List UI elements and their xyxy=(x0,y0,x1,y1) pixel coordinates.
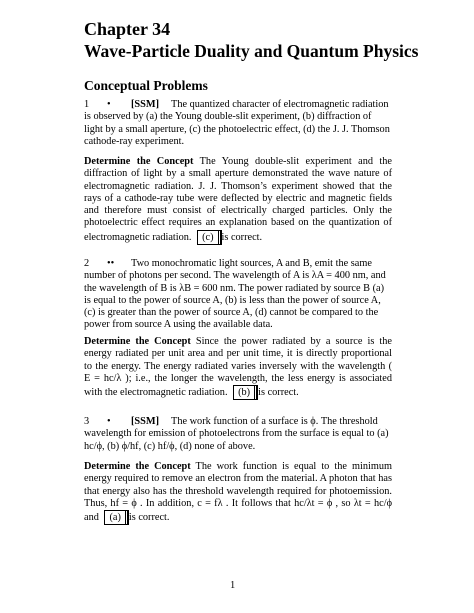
ssm-tag: [SSM] xyxy=(131,99,160,110)
difficulty-bullet: • xyxy=(107,99,111,110)
concept-text: The Young double-slit experiment and the diffraction of light by a small aperture demonstrated the wave nature of electromagnetic radiation. J. J. Thomson’s experiment showed that the rays of a cathode-ray tube were deflected by electric and magnetic fields and therefore must consist of electrically charged particles. Only the photoelectric effect requires an explanation based on the quantization of electromagnetic radiation. xyxy=(84,156,392,243)
concept-text: Since the power radiated by a source is the energy radiated per unit area and per unit time, it is directly proportional to the energy. The energy radiated varies inversely with the wavelength ( E = hc/λ ); i.e., the longer the wavelength, the less energy is associated with the electromagnetic radiation. xyxy=(84,336,392,399)
page-number: 1 xyxy=(230,580,236,591)
concept-label: Determine the Concept xyxy=(84,461,191,472)
question-text: The quantized character of electromagnetic radiation is observed by (a) the Young double-slit experiment, (b) diffraction of light by a small aperture, (c) the photoelectric effect, (d) the J. J. Thomson cathode-ray experiment. xyxy=(84,99,390,147)
chapter-title: Wave-Particle Duality and Quantum Physics xyxy=(84,41,419,61)
answer-suffix: is correct. xyxy=(258,387,299,399)
concept-text: The work function is equal to the minimum energy required to remove an electron from the material. A photon that has that energy also has the threshold wavelength required for photoemission. Thus, hf = ϕ . In addition, c = fλ . It follows that hc/λt = ϕ , so λt = hc/ϕ and xyxy=(84,461,393,524)
problem-1-solution xyxy=(84,156,392,245)
problem-2-question xyxy=(84,258,392,332)
answer-box: (a) xyxy=(104,510,125,525)
problem-number: 2 xyxy=(84,258,90,269)
problem-number: 3 xyxy=(84,416,90,427)
ssm-tag: [SSM] xyxy=(131,416,160,427)
problem-2-solution xyxy=(84,336,392,400)
answer-suffix: is correct. xyxy=(221,231,263,243)
problem-number: 1 xyxy=(84,99,90,110)
chapter-heading: Chapter 34 xyxy=(84,19,171,39)
difficulty-bullet: • xyxy=(107,416,111,427)
answer-box: (c) xyxy=(197,230,218,245)
concept-label: Determine the Concept xyxy=(84,156,194,167)
problem-3-solution xyxy=(84,461,392,525)
problem-3-question xyxy=(84,416,392,453)
question-text: Two monochromatic light sources, A and B, emit the same number of photons per second. The wavelength of A is λA = 400 nm, and the wavelength of B is λB = 600 nm. The power radiated by source B (a) is equal to the power of source A, (b) is less than the power of source A, (c) is greater than the power of source A, (d) cannot be compared to the power from source A using the available data. xyxy=(84,258,386,331)
answer-suffix: is correct. xyxy=(128,512,170,524)
question-text: The work function of a surface is ϕ. The threshold wavelength for emission of photoelectrons from the surface is equal to (a) hc/ϕ, (b) ϕ/hf, (c) hf/ϕ, (d) none of above. xyxy=(84,416,389,452)
section-heading: Conceptual Problems xyxy=(84,78,208,93)
difficulty-bullet: •• xyxy=(107,258,115,269)
concept-label: Determine the Concept xyxy=(84,336,191,347)
problem-1-question xyxy=(84,99,392,148)
answer-box: (b) xyxy=(233,385,255,400)
